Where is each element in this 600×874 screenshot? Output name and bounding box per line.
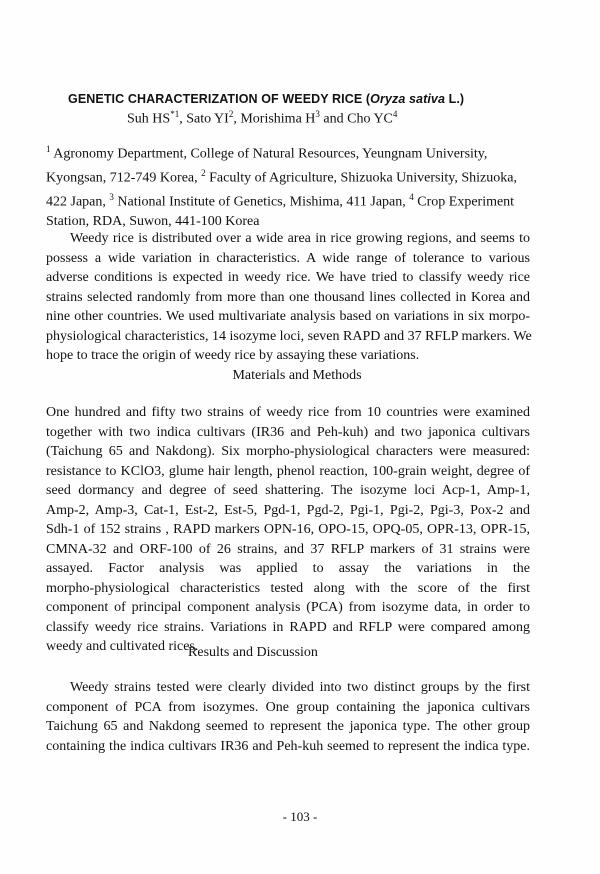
text-line: (Taichung 65 and Nakdong). Six morpho-physiological characters were measured: <box>46 444 530 459</box>
text-line: nine other countries. We used multivariate analysis based on variations in six morpo- <box>46 309 530 324</box>
text-line: Weedy rice is distributed over a wide area in rice growing regions, and seems to <box>70 231 530 246</box>
affiliation-text: National Institute of Genetics, Mishima, 411 Japan, <box>113 194 410 210</box>
page-number: - 103 - <box>282 809 318 824</box>
author-4: and Cho YC <box>319 111 393 127</box>
text-line: adverse conditions is expected in weedy rice. We have tried to classify weedy rice <box>46 270 530 285</box>
author-2-mark: 2 <box>228 109 234 119</box>
text-line: Weedy strains tested were clearly divided into two distinct groups by the first <box>70 680 530 695</box>
methods-paragraph <box>46 403 530 657</box>
author-2: , Sato YI <box>179 111 229 127</box>
affiliation-mark: 1 <box>46 144 51 154</box>
title-suffix: L.) <box>445 92 465 106</box>
text-line: possess a wide variation in characteristics. A wide range of tolerance to various <box>46 250 530 266</box>
text-line: component of PCA from isozymes. One group containing the japonica cultivars <box>46 699 530 715</box>
author-4-mark: 4 <box>392 109 398 119</box>
text-line: containing the indica cultivars IR36 and Peh-kuh seemed to represent the indica type. <box>46 738 530 754</box>
text-line: together with two indica cultivars (IR36 and Peh-kuh) and two japonica cultivars <box>46 424 530 440</box>
results-paragraph <box>46 678 530 756</box>
abstract-paragraph <box>46 229 530 366</box>
affiliation-line <box>46 188 566 212</box>
affiliation-text: Kyongsan, 712-749 Korea, <box>46 170 202 186</box>
text-line: Amp-2, Amp-3, Cat-1, Est-2, Est-5, Pgd-1, Pgd-2, Pgi-1, Pgi-2, Pgi-3, Pox-2 and <box>46 502 530 518</box>
section-heading-methods: Materials and Methods <box>232 368 362 383</box>
affiliation-line <box>46 164 566 188</box>
text-line: morpho-physiological characteristics tested along with the score of the first <box>46 580 530 596</box>
affiliation-mark: 4 <box>409 192 414 203</box>
paper-title <box>68 92 464 106</box>
text-line: hope to trace the origin of weedy rice by assaying these variations. <box>46 348 420 363</box>
affiliation-line <box>46 140 566 164</box>
text-line: Sdh-1 of 152 strains , RAPD markers OPN-16, OPO-15, OPQ-05, OPR-13, OPR-15, <box>46 522 530 537</box>
affiliation-text: Agronomy Department, College of Natural Resources, Yeungnam University, <box>50 146 488 162</box>
text-line: seed dormancy and degree of seed shattering. The isozyme loci Acp-1, Amp-1, <box>46 483 530 498</box>
text-line: component of principal component analysis (PCA) from isozyme data, in order to <box>46 600 530 615</box>
affiliation-text: Faculty of Agriculture, Shizuoka University, Shizuoka, <box>205 170 517 186</box>
text-line: classify weedy rice strains. Variations in RAPD and RFLP were compared among <box>46 619 530 635</box>
title-species: Oryza sativa <box>370 92 446 106</box>
author-1-mark: *1 <box>170 109 180 119</box>
text-line: strains selected randomly from more than one thousand lines collected in Korea and <box>46 289 530 305</box>
affiliation-line: Station, RDA, Suwon, 441-100 Korea <box>46 214 260 230</box>
affiliation-mark: 3 <box>109 192 114 203</box>
affiliation-text: 422 Japan, <box>46 194 110 210</box>
text-line: resistance to KClO3, glume hair length, phenol reaction, 100-grain weight, degree of <box>46 463 530 479</box>
author-3: , Morishima H <box>233 111 316 127</box>
author-list <box>127 109 397 128</box>
text-line: physiological characteristics, 14 isozyme loci, seven RAPD and 37 RFLP markers. We <box>46 328 532 344</box>
author-3-mark: 3 <box>315 109 320 119</box>
text-line: Taichung 65 and Nakdong seemed to represent the japonica type. The other group <box>46 719 530 734</box>
section-heading-results: Results and Discussion <box>188 645 318 660</box>
text-line: weedy and cultivated rices. <box>46 639 199 654</box>
text-line: One hundred and fifty two strains of weedy rice from 10 countries were examined <box>46 405 530 420</box>
text-line: CMNA-32 and ORF-100 of 26 strains, and 37 RFLP markers of 31 strains were <box>46 541 530 557</box>
text-line: assayed. Factor analysis was applied to assay the variations in the <box>46 561 530 576</box>
affiliation-text: Crop Experiment <box>413 194 515 210</box>
affiliation-mark: 2 <box>201 168 206 179</box>
author-1: Suh HS <box>127 111 171 127</box>
affiliations <box>46 140 566 232</box>
title-text: GENETIC CHARACTERIZATION OF WEEDY RICE ( <box>68 92 371 106</box>
